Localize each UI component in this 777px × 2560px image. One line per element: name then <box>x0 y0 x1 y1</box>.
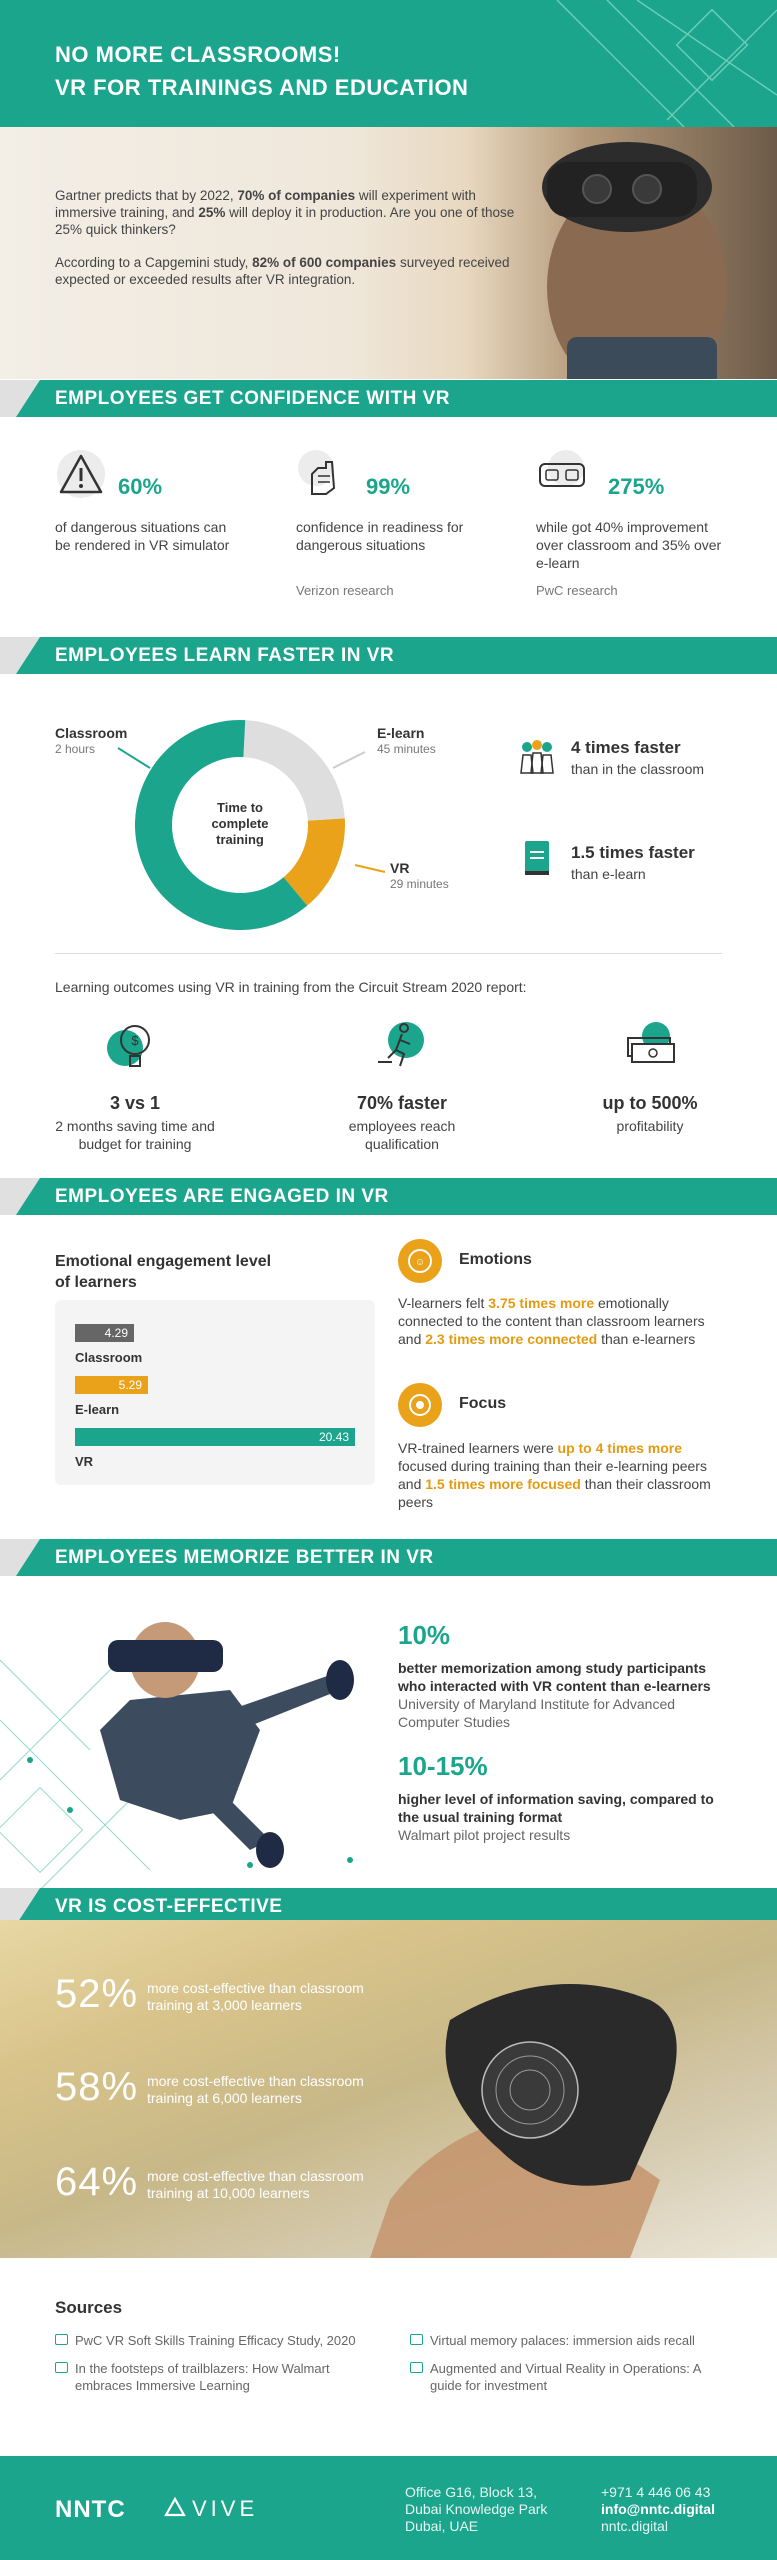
vive-logo[interactable]: VIVE <box>192 2496 259 2521</box>
emotions-icon <box>398 1239 442 1283</box>
stat-275: 275% <box>608 474 665 499</box>
footer <box>0 2456 777 2560</box>
document-icon <box>410 2334 423 2345</box>
section-memorize-banner <box>0 1539 777 1576</box>
outcome-500-text: profitability <box>616 1118 684 1134</box>
bar-classroom: 4.29 <box>75 1324 134 1342</box>
bar-label-vr: VR <box>75 1454 94 1469</box>
source-item[interactable]: Virtual memory palaces: immersion aids recall <box>410 2332 740 2349</box>
outcome-70-text: employees reach qualification <box>348 1118 456 1152</box>
hero-intro-text <box>55 187 525 304</box>
stat-275-source: PwC research <box>536 583 618 598</box>
hand-icon <box>296 448 348 500</box>
cost-pct-64: 64% <box>55 2160 139 2204</box>
focus-text: VR-trained learners were up to 4 times more focused during training than their e-learning peers and 1.5 times more focused than their classroom peers <box>398 1440 711 1510</box>
phone-link[interactable]: +971 4 446 06 43 <box>601 2484 711 2500</box>
contact-info <box>601 2484 715 2535</box>
book-icon <box>522 838 552 878</box>
section-title: VR IS COST-EFFECTIVE <box>55 1896 283 1917</box>
header <box>0 0 777 127</box>
money-bulb-icon <box>105 1018 161 1074</box>
emotions-title: Emotions <box>459 1251 532 1268</box>
engagement-chart-title: Emotional engagement level of learners <box>55 1253 272 1291</box>
stat-99-text: confidence in readiness for dangerous situations <box>296 519 464 553</box>
stat-60-text: of dangerous situations can be rendered in VR simulator <box>55 519 230 553</box>
website-link[interactable]: nntc.digital <box>601 2518 668 2534</box>
source-item[interactable]: PwC VR Soft Skills Training Efficacy Study, 2020 <box>55 2332 385 2349</box>
section-title: EMPLOYEES LEARN FASTER IN VR <box>55 645 395 666</box>
memorize-stat-10-15-text: higher level of information saving, compared to the usual training format <box>398 1791 714 1825</box>
memorize-stat-10-source: University of Maryland Institute for Advanced Computer Studies <box>398 1696 676 1730</box>
cost-pct-52: 52% <box>55 1972 139 2016</box>
runner-icon <box>374 1018 430 1074</box>
bar-vr: 20.43 <box>75 1428 355 1446</box>
svg-text:$: $ <box>131 1033 139 1048</box>
stat-275-text: while got 40% improvement over classroom and 35% over e-learn <box>536 519 722 571</box>
report-intro: Learning outcomes using VR in training from the Circuit Stream 2020 report: <box>55 979 527 995</box>
stat-99-source: Verizon research <box>296 583 394 598</box>
svg-text:☺: ☺ <box>414 1257 426 1268</box>
section-title: EMPLOYEES MEMORIZE BETTER IN VR <box>55 1547 434 1568</box>
document-icon <box>55 2334 68 2345</box>
vr-time: 29 minutes <box>390 877 449 891</box>
outcome-3vs1-text: 2 months saving time and budget for training <box>55 1118 215 1152</box>
fact-1-5x-faster: 1.5 times faster <box>571 843 695 862</box>
source-item[interactable]: Augmented and Virtual Reality in Operations: A guide for investment <box>410 2360 730 2394</box>
nntc-logo[interactable]: NNTC <box>55 2496 126 2523</box>
bar-elearn: 5.29 <box>75 1376 148 1394</box>
fact-4x-faster: 4 times faster <box>571 738 681 757</box>
outcome-70-faster: 70% faster <box>356 1093 448 1113</box>
memorize-stat-10-text: better memorization among study participants who interacted with VR content than e-learners <box>398 1660 711 1694</box>
outcome-3vs1: 3 vs 1 <box>109 1093 161 1113</box>
sources-title: Sources <box>55 2298 123 2317</box>
cash-icon <box>622 1020 678 1072</box>
stat-60: 60% <box>118 474 163 499</box>
vive-logo-icon <box>164 2496 186 2518</box>
donut-center-line3: training <box>216 832 264 847</box>
section-faster-banner <box>0 637 777 674</box>
focus-icon <box>398 1383 442 1427</box>
fact-4x-text: than in the classroom <box>571 761 705 777</box>
fact-1-5x-text: than e-learn <box>571 866 646 882</box>
stat-99: 99% <box>366 474 411 499</box>
memorize-stat-10-15-source: Walmart pilot project results <box>398 1827 571 1843</box>
document-icon <box>410 2362 423 2373</box>
donut-center-line2: complete <box>211 816 269 831</box>
header-lines-decoration <box>537 0 777 127</box>
section-title: EMPLOYEES ARE ENGAGED IN VR <box>55 1186 389 1207</box>
engagement-bar-chart <box>55 1300 375 1485</box>
page-title: NO MORE CLASSROOMS! VR FOR TRAININGS AND EDUCATION <box>55 42 469 100</box>
capgemini-paragraph: According to a Capgemini study, 82% of 600 companies surveyed received expected or exceeded results after VR integration. <box>55 255 510 287</box>
classroom-time: 2 hours <box>55 742 96 756</box>
cost-effective-panel <box>0 1920 777 2258</box>
bar-label-elearn: E-learn <box>75 1402 120 1417</box>
document-icon <box>55 2362 68 2373</box>
warning-icon <box>55 448 107 500</box>
memorize-stat-10: 10% <box>398 1620 451 1650</box>
vr-controllers-man-image <box>0 1600 380 1900</box>
hero-banner <box>0 127 777 379</box>
people-icon <box>517 737 557 777</box>
vr-glasses-icon <box>536 448 588 500</box>
section-engaged-banner <box>0 1178 777 1215</box>
cost-pct-58: 58% <box>55 2065 139 2109</box>
divider <box>55 953 722 954</box>
email-link[interactable]: info@nntc.digital <box>601 2501 715 2517</box>
vr-headset-person-image <box>507 127 737 379</box>
cost-text-52: more cost-effective than classroom training at 3,000 learners <box>147 1980 364 2013</box>
outcome-500: up to 500% <box>602 1093 698 1113</box>
cost-text-58: more cost-effective than classroom training at 6,000 learners <box>147 2073 364 2106</box>
vr-label: VR <box>390 860 410 876</box>
gartner-paragraph: Gartner predicts that by 2022, 70% of companies will experiment with immersive training, and 25% will deploy it in production. Are you one of those 25% quick thinkers? <box>55 188 515 237</box>
bar-label-classroom: Classroom <box>75 1350 143 1365</box>
cost-text-64: more cost-effective than classroom training at 10,000 learners <box>147 2168 364 2201</box>
elearn-label: E-learn <box>377 725 425 741</box>
office-address: Office G16, Block 13, Dubai Knowledge Park Dubai, UAE <box>405 2484 548 2534</box>
section-confidence-banner <box>0 380 777 417</box>
emotions-text: V-learners felt 3.75 times more emotionally connected to the content than classroom learners and 2.3 times more connected than e-learners <box>398 1295 705 1347</box>
focus-title: Focus <box>459 1395 507 1412</box>
source-item[interactable]: In the footsteps of trailblazers: How Walmart embraces Immersive Learning <box>55 2360 385 2394</box>
donut-center-line1: Time to <box>217 800 263 815</box>
elearn-time: 45 minutes <box>377 742 436 756</box>
memorize-stat-10-15: 10-15% <box>398 1751 488 1781</box>
classroom-label: Classroom <box>55 725 128 741</box>
section-title: EMPLOYEES GET CONFIDENCE WITH VR <box>55 388 450 409</box>
